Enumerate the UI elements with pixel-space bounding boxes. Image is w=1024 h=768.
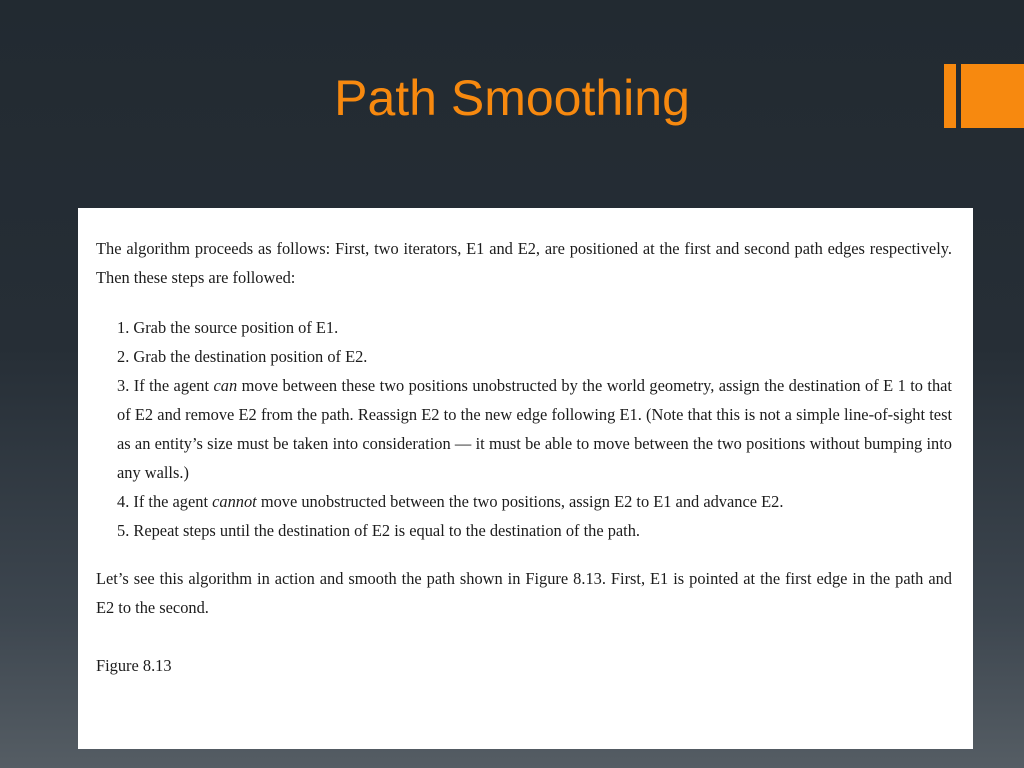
step-item-4 [117,487,952,516]
step-1-text: 1. Grab the source position of E1. [117,318,339,337]
step-4-text-end: move unobstructed between the two positions, assign E2 to E1 and advance E2. [256,492,784,511]
step-4-emphasis: cannot [212,492,257,511]
step-3-text-start: 3. If the agent [117,376,214,395]
intro-paragraph: The algorithm proceeds as follows: First, two iterators, E1 and E2, are positioned at the first and second path edges respectively. Then these steps are followed: [96,239,952,287]
step-5-text: 5. Repeat steps until the destination of E2 is equal to the destination of the path. [117,521,641,540]
followup-paragraph: Let’s see this algorithm in action and smooth the path shown in Figure 8.13. First, E1 is pointed at the first edge in the path and E2 to the second. [96,569,952,617]
accent-bar-thin [944,64,956,128]
step-3-emphasis: can [213,376,238,395]
steps-list [96,313,952,545]
step-3-text-end: move between these two positions unobstructed by the world geometry, assign the destination of E 1 to that of E2 and remove E2 from the path. Reassign E2 to the new edge following E1. (Note that this is not a simple line-of-sight test as an entity’s size must be taken into consideration — it must be able to move between the two positions without bumping into any walls.) [117,376,952,482]
step-item-1 [117,313,952,342]
content-panel [78,208,973,749]
step-2-text: 2. Grab the destination position of E2. [117,347,368,366]
accent-bars-decoration [944,64,1024,128]
step-4-text-start: 4. If the agent [117,492,213,511]
accent-bar-wide [961,64,1024,128]
slide-title: Path Smoothing [334,70,690,126]
step-item-3 [117,371,952,487]
figure-caption: Figure 8.13 [96,656,172,675]
step-item-5 [117,516,952,545]
step-item-2 [117,342,952,371]
